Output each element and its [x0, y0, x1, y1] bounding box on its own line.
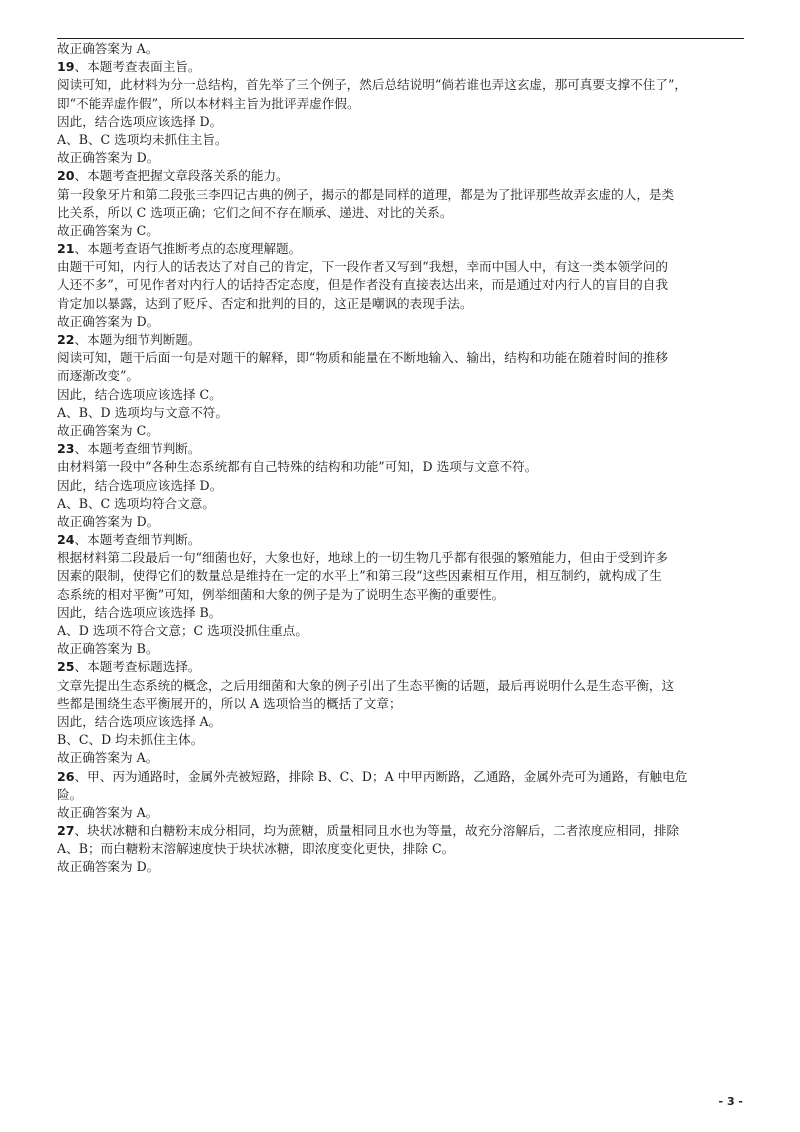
line-text: 由题干可知，内行人的话表达了对自己的肯定，下一段作者又写到“我想，幸而中国人中，有这一类本领学问的: [57, 259, 668, 275]
question-heading: [57, 167, 747, 185]
line-text: 因素的限制，使得它们的数量总是维持在一定的水平上”和第三段“这些因素相互作用，相互制约，就构成了生: [57, 568, 662, 584]
text-line: [57, 731, 747, 749]
line-text: 因此，结合选项应该选择 B。: [57, 604, 222, 620]
line-text: 故正确答案为 D。: [57, 313, 160, 329]
question-heading: [57, 768, 747, 786]
line-text: B、C、D 均未抓住主体。: [57, 732, 204, 748]
line-text: 第一段象牙片和第二段张三李四记古典的例子，揭示的都是同样的道理，都是为了批评那些故弄玄虚的人，是类: [57, 186, 675, 202]
text-line: [57, 349, 747, 367]
line-text: 、本题考查细节判断。: [74, 441, 201, 457]
text-line: [57, 549, 747, 567]
text-line: [57, 604, 747, 622]
line-text: 、本题考查把握文章段落关系的能力。: [74, 168, 289, 184]
line-text: 、本题考查标题选择。: [74, 659, 201, 675]
text-line: [57, 858, 747, 876]
line-text: 根据材料第二段最后一句“细菌也好，大象也好，地球上的一切生物几乎都有很强的繁殖能力，但由于受到许多: [57, 550, 668, 566]
line-text: 、本题考查语气推断考点的态度理解题。: [74, 241, 302, 257]
line-text: 由材料第一段中“各种生态系统都有自己特殊的结构和功能”可知，D 选项与文意不符。: [57, 459, 538, 475]
question-number: 25: [57, 659, 75, 675]
text-line: [57, 186, 747, 204]
text-line: [57, 313, 747, 331]
line-text: 、本题考查表面主旨。: [74, 59, 201, 75]
line-text: A、B、D 选项均与文意不符。: [57, 404, 228, 420]
header-rule: [57, 38, 744, 39]
line-text: 故正确答案为 A。: [57, 750, 159, 766]
text-line: [57, 113, 747, 131]
text-line: [57, 95, 747, 113]
text-line: [57, 40, 747, 58]
text-line: [57, 495, 747, 513]
line-text: A、D 选项不符合文意；C 选项没抓住重点。: [57, 623, 308, 638]
question-heading: [57, 331, 747, 349]
question-number: 20: [57, 168, 75, 184]
line-text: 即“不能弄虚作假”，所以本材料主旨为批评弄虚作假。: [57, 95, 360, 111]
text-line: [57, 458, 747, 476]
line-text: A、B；而白糖粉末溶解速度快于块状冰糖，即浓度变化更快，排除 C。: [57, 841, 455, 857]
question-heading: [57, 440, 747, 458]
line-text: 因此，结合选项应该选择 C。: [57, 386, 222, 402]
line-text: A、B、C 选项均符合文意。: [57, 495, 215, 511]
text-line: [57, 840, 747, 858]
line-text: 、甲、丙为通路时，金属外壳被短路，排除 B、C、D；A 中甲丙断路，乙通路，金属外壳可为通路，有触电危: [74, 768, 688, 784]
text-line: [57, 677, 747, 695]
text-line: [57, 149, 747, 167]
text-line: [57, 695, 747, 713]
line-text: 文章先提出生态系统的概念，之后用细菌和大象的例子引出了生态平衡的话题，最后再说明什么是生态平衡，这: [57, 677, 675, 693]
question-heading: [57, 58, 747, 76]
line-text: 故正确答案为 C。: [57, 422, 159, 438]
text-line: [57, 276, 747, 294]
line-text: 而逐渐改变”。: [57, 368, 140, 384]
text-line: [57, 586, 747, 604]
line-text: 因此，结合选项应该选择 D。: [57, 113, 223, 129]
question-heading: [57, 658, 747, 676]
text-line: [57, 567, 747, 585]
line-text: 故正确答案为 D。: [57, 513, 160, 529]
line-text: 、本题考查细节判断。: [74, 532, 201, 548]
text-line: [57, 222, 747, 240]
line-text: 因此，结合选项应该选择 A。: [57, 713, 222, 729]
question-number: 27: [57, 823, 75, 839]
line-text: 故正确答案为 D。: [57, 150, 160, 166]
text-line: [57, 131, 747, 149]
line-text: 故正确答案为 B。: [57, 641, 159, 657]
answer-explanations: [57, 40, 747, 877]
question-heading: [57, 822, 747, 840]
question-number: 19: [57, 59, 75, 75]
line-text: 阅读可知，此材料为分一总结构，首先举了三个例子，然后总结说明“倘若谁也弄这玄虚，那可真要支撑不住了”，: [57, 77, 687, 93]
line-text: 故正确答案为 D。: [57, 859, 160, 875]
line-text: 阅读可知，题干后面一句是对题干的解释，即“物质和能量在不断地输入、输出，结构和功能在随着时间的推移: [57, 350, 668, 366]
line-text: 故正确答案为 C。: [57, 222, 159, 238]
text-line: [57, 513, 747, 531]
line-text: 、块状冰糖和白糖粉末成分相同，均为蔗糖，质量相同且水也为等量，故充分溶解后，二者浓度应相同，排除: [74, 823, 680, 839]
text-line: [57, 477, 747, 495]
text-line: [57, 258, 747, 276]
text-line: [57, 404, 747, 422]
text-line: [57, 622, 747, 640]
text-line: [57, 76, 747, 94]
line-text: 比关系，所以 C 选项正确；它们之间不存在顺承、递进、对比的关系。: [57, 204, 453, 220]
text-line: [57, 640, 747, 658]
question-number: 26: [57, 768, 75, 784]
text-line: [57, 386, 747, 404]
page-number: - 3 -: [718, 1095, 743, 1108]
text-line: [57, 295, 747, 313]
line-text: 因此，结合选项应该选择 D。: [57, 477, 223, 493]
text-line: [57, 422, 747, 440]
question-heading: [57, 531, 747, 549]
line-text: 险。: [57, 786, 83, 802]
text-line: [57, 713, 747, 731]
question-number: 24: [57, 532, 75, 548]
line-text: 、本题为细节判断题。: [74, 332, 201, 347]
text-line: [57, 786, 747, 804]
line-text: 人还不多”，可见作者对内行人的话持否定态度，但是作者没有直接表达出来，而是通过对内行人的盲目的自我: [57, 277, 668, 293]
line-text: A、B、C 选项均未抓住主旨。: [57, 131, 228, 147]
line-text: 些都是围绕生态平衡展开的，所以 A 选项恰当的概括了文章；: [57, 695, 402, 711]
line-text: 故正确答案为 A。: [57, 41, 159, 56]
line-text: 态系统的相对平衡”可知，例举细菌和大象的例子是为了说明生态平衡的重要性。: [57, 586, 505, 602]
text-line: [57, 804, 747, 822]
question-heading: [57, 240, 747, 258]
text-line: [57, 749, 747, 767]
question-number: 23: [57, 441, 75, 457]
question-number: 21: [57, 241, 75, 257]
line-text: 故正确答案为 A。: [57, 804, 159, 820]
text-line: [57, 367, 747, 385]
line-text: 肯定加以暴露，达到了贬斥、否定和批判的目的，这正是嘲讽的表现手法。: [57, 295, 473, 311]
question-number: 22: [57, 332, 75, 347]
text-line: [57, 204, 747, 222]
